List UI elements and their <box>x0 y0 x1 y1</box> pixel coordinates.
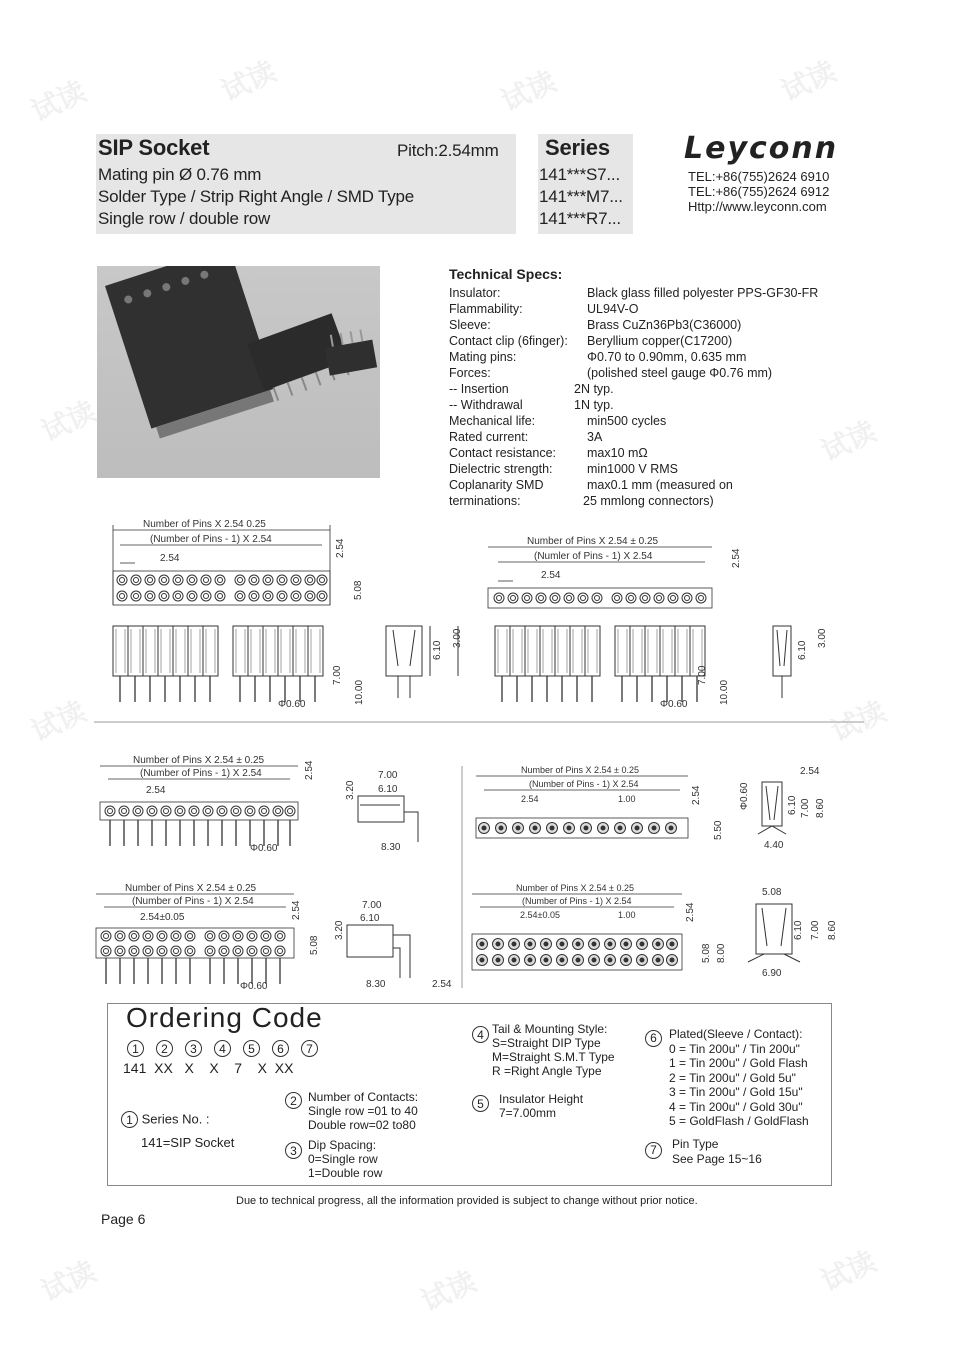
insulator-block <box>472 1092 583 1120</box>
step-3-badge: 3 <box>185 1040 202 1057</box>
spec-key: Sleeve: <box>449 318 491 332</box>
brand-logo-text: Leyconn <box>684 131 839 166</box>
plated-3: 3 = Tin 200u" / Gold 15u" <box>669 1085 803 1099</box>
spec-value: Black glass filled polyester PPS-GF30-FR <box>587 286 819 300</box>
plated-4: 4 = Tin 200u" / Gold 30u" <box>669 1099 803 1114</box>
dim-dia-v: Φ0.60 <box>739 782 750 810</box>
spec-value: 3A <box>587 430 603 444</box>
watermark: 试读 <box>36 394 101 449</box>
contacts-title: Number of Contacts: <box>308 1090 419 1104</box>
dim-1000: 10.00 <box>354 679 365 705</box>
spec-value: 2N typ. <box>574 382 614 396</box>
dim-830: 8.30 <box>381 842 401 853</box>
dip-single: 0=Single row <box>308 1152 378 1166</box>
dim-pitch: 2.54±0.05 <box>520 910 560 920</box>
step-7-badge: 7 <box>301 1040 318 1057</box>
series-s7: 141***S7... <box>539 165 620 184</box>
ordering-title: Ordering Code <box>126 1002 323 1033</box>
tail-s: S=Straight DIP Type <box>492 1036 601 1050</box>
dim-800: 8.00 <box>716 943 727 963</box>
dim-300: 3.00 <box>452 628 463 648</box>
spec-value: max0.1 mm (measured on <box>587 478 733 492</box>
dim-np: Number of Pins X 2.54 ± 0.25 <box>521 765 640 775</box>
drawing-single-row-right-angle <box>100 755 418 854</box>
spec-key: Dielectric strength: <box>449 462 553 476</box>
dim-700: 7.00 <box>810 920 821 940</box>
dim-np: Number of Pins X 2.54 ± 0.25 <box>516 883 635 893</box>
specs-title: Technical Specs: <box>449 266 563 282</box>
dim-610: 6.10 <box>793 920 804 940</box>
plated-2: 2 = Tin 200u" / Gold 5u" <box>669 1070 796 1085</box>
spec-key: Insulator: <box>449 286 501 300</box>
plated-block <box>645 1027 809 1129</box>
dim-nm1: (Number of Pins - 1) X 2.54 <box>522 896 632 906</box>
dim-610: 6.10 <box>787 795 798 815</box>
watermark: 试读 <box>216 54 281 109</box>
spec-key: -- Withdrawal <box>449 398 523 412</box>
dim-254-v: 2.54 <box>304 760 315 780</box>
spec-value: max10 mΩ <box>587 446 648 460</box>
step-4-badge: 4 <box>214 1040 231 1057</box>
dim-1000: 10.00 <box>719 679 730 705</box>
dim-nm1: (Numler of Pins - 1) X 2.54 <box>534 551 653 562</box>
pin-grid-top <box>117 575 327 601</box>
dim-nm1: (Number of Pins - 1) X 2.54 <box>529 779 639 789</box>
watermark: 试读 <box>416 1264 481 1319</box>
dim-pitch: 2.54 <box>541 570 561 581</box>
product-title: SIP Socket <box>98 135 210 160</box>
dim-830: 8.30 <box>366 979 386 990</box>
right-angle-profile <box>347 925 410 978</box>
dim-dia: Φ0.60 <box>278 699 306 710</box>
dip-double: 1=Double row <box>308 1166 383 1180</box>
dim-254-h: 2.54 <box>800 766 820 777</box>
dim-700: 7.00 <box>800 798 811 818</box>
dim-254-h: 2.54 <box>432 979 452 990</box>
step-1-badge: 1 <box>121 1111 138 1128</box>
dim-700: 7.00 <box>378 770 398 781</box>
spec-key: Flammability: <box>449 302 523 316</box>
watermark: 试读 <box>816 414 881 469</box>
spec-value: 25 mmlong connectors) <box>583 494 714 508</box>
series-m7: 141***M7... <box>539 187 623 206</box>
dim-508: 5.08 <box>701 943 712 963</box>
dim-860: 8.60 <box>815 798 826 818</box>
dim-dia: Φ0.60 <box>250 843 278 854</box>
spec-value: Brass CuZn36Pb3(C36000) <box>587 318 742 332</box>
footer-note: Due to technical progress, all the information provided is subject to change without prior notice. <box>236 1195 698 1207</box>
plated-5: 5 = GoldFlash / GoldFlash <box>669 1114 809 1128</box>
dim-254-v: 2.54 <box>691 785 702 805</box>
dim-610: 6.10 <box>797 640 808 660</box>
dim-254-v: 2.54 <box>291 900 302 920</box>
contact-tel-2: TEL:+86(755)2624 6912 <box>688 184 830 199</box>
header-line-mating: Mating pin Ø 0.76 mm <box>98 165 262 184</box>
spec-key: Forces: <box>449 366 491 380</box>
header-line-solder: Solder Type / Strip Right Angle / SMD Type <box>98 187 415 206</box>
spec-value: 1N typ. <box>574 398 614 412</box>
dim-np: Number of Pins X 2.54 0.25 <box>143 519 266 530</box>
dim-610: 6.10 <box>360 913 380 924</box>
drawing-single-row-smt <box>476 765 826 851</box>
step-6-badge: 6 <box>272 1040 289 1057</box>
dim-690: 6.90 <box>762 968 782 979</box>
tail-r: R =Right Angle Type <box>492 1064 602 1078</box>
tail-m: M=Straight S.M.T Type <box>492 1050 615 1064</box>
dim-610: 6.10 <box>432 640 443 660</box>
watermark: 试读 <box>496 64 561 119</box>
contacts-single: Single row =01 to 40 <box>308 1104 418 1118</box>
spec-key: Rated current: <box>449 430 529 444</box>
contacts-double: Double row=02 to80 <box>308 1118 416 1132</box>
pin-row <box>479 823 677 834</box>
drawing-double-row-right-angle <box>96 883 452 992</box>
side-view-2 <box>495 626 705 702</box>
step-2-badge: 2 <box>285 1092 302 1109</box>
spec-value: min1000 V RMS <box>587 462 679 476</box>
dim-320: 3.20 <box>345 780 356 800</box>
smt-profile <box>758 782 786 834</box>
spec-value: (polished steel gauge Φ0.76 mm) <box>587 366 773 380</box>
step-1-badge: 1 <box>127 1040 144 1057</box>
page-number: Page 6 <box>101 1211 146 1227</box>
step-6-badge: 6 <box>645 1030 662 1047</box>
pin-row <box>105 806 295 846</box>
pin-type-value: See Page 15~16 <box>672 1151 762 1166</box>
dim-860: 8.60 <box>827 920 838 940</box>
watermark: 试读 <box>26 74 91 129</box>
right-angle-profile <box>358 796 418 842</box>
header-line-rows: Single row / double row <box>98 209 271 228</box>
contacts-block <box>285 1090 418 1132</box>
contact-url: Http://www.leyconn.com <box>688 199 827 214</box>
step-2-badge: 2 <box>156 1040 173 1057</box>
dip-title: Dip Spacing: <box>308 1138 377 1152</box>
dim-pitch: 2.54 <box>160 553 180 564</box>
dim-700: 7.00 <box>332 665 343 685</box>
dim-pitch: 2.54±0.05 <box>140 912 185 923</box>
dim-440: 4.40 <box>764 840 784 851</box>
pin-type-title: Pin Type <box>672 1137 719 1151</box>
insulator-title: Insulator Height <box>499 1092 584 1106</box>
dip-block <box>285 1138 382 1180</box>
dim-nm1: (Number of Pins - 1) X 2.54 <box>132 896 254 907</box>
watermark: 试读 <box>816 1244 881 1299</box>
step-5-badge: 5 <box>472 1095 489 1112</box>
ordering-code-string: 141 XX X X 7 X XX <box>123 1060 294 1076</box>
dim-508: 5.08 <box>353 580 364 600</box>
plated-0: 0 = Tin 200u" / Tin 200u" <box>669 1041 800 1056</box>
drawing-double-row-smt <box>472 883 838 979</box>
step-4-badge: 4 <box>472 1026 489 1043</box>
insulator-value: 7=7.00mm <box>499 1106 557 1120</box>
dim-dia: Φ0.60 <box>240 981 268 992</box>
dim-np: Number of Pins X 2.54 ± 0.25 <box>133 755 265 766</box>
dim-700: 7.00 <box>697 665 708 685</box>
spec-key: Mating pins: <box>449 350 517 364</box>
spec-key: -- Insertion <box>449 382 509 396</box>
spec-value: UL94V-O <box>587 302 639 316</box>
contact-tel-1: TEL:+86(755)2624 6910 <box>688 169 830 184</box>
step-5-badge: 5 <box>243 1040 260 1057</box>
plated-1: 1 = Tin 200u" / Gold Flash <box>669 1056 808 1070</box>
drawing-single-row-dip <box>488 536 828 710</box>
step-3-badge: 3 <box>285 1142 302 1159</box>
cross-section-1 <box>386 626 458 698</box>
dim-np: Number of Pins X 2.54 ± 0.25 <box>125 883 257 894</box>
tail-block <box>472 1022 615 1078</box>
pitch-label: Pitch:2.54mm <box>397 141 499 160</box>
spec-value: Φ0.70 to 0.90mm, 0.635 mm <box>587 350 747 364</box>
watermark: 试读 <box>776 54 841 109</box>
spec-value: min500 cycles <box>587 414 667 428</box>
watermark: 试读 <box>36 1254 101 1309</box>
dim-dia: Φ0.60 <box>660 699 688 710</box>
side-view-1 <box>113 626 323 702</box>
watermark: 试读 <box>26 694 91 749</box>
dim-254-v: 2.54 <box>731 548 742 568</box>
pin-type-block <box>645 1137 762 1166</box>
series-no-block <box>121 1111 210 1128</box>
series-no-value: 141=SIP Socket <box>141 1135 235 1150</box>
cross-section-2 <box>773 626 791 698</box>
dim-np: Number of Pins X 2.54 ± 0.25 <box>527 536 659 547</box>
dim-610: 6.10 <box>378 784 398 795</box>
dim-pitch: 2.54 <box>146 785 166 796</box>
spec-key: Coplanarity SMD <box>449 478 544 492</box>
dim-pitch: 2.54 <box>521 794 539 804</box>
spec-key: Contact clip (6finger): <box>449 334 568 348</box>
spec-value: Beryllium copper(C17200) <box>587 334 733 348</box>
dim-nm1: (Number of Pins - 1) X 2.54 <box>140 768 262 779</box>
series-r7: 141***R7... <box>539 209 621 228</box>
dim-508: 5.08 <box>309 935 320 955</box>
series-no-label: Series No. : <box>141 1111 210 1127</box>
spec-key: terminations: <box>449 494 521 508</box>
dim-320: 3.20 <box>334 920 345 940</box>
plated-title: Plated(Sleeve / Contact): <box>669 1027 803 1041</box>
spec-key: Mechanical life: <box>449 414 536 428</box>
dim-300: 3.00 <box>817 628 828 648</box>
dim-100: 1.00 <box>618 794 636 804</box>
dim-100: 1.00 <box>618 910 636 920</box>
dim-700: 7.00 <box>362 900 382 911</box>
ordering-number-row <box>127 1040 318 1057</box>
series-title: Series <box>545 135 610 160</box>
dim-nm1: (Number of Pins - 1) X 2.54 <box>150 534 272 545</box>
pin-grid <box>477 939 678 966</box>
spec-key: Contact resistance: <box>449 446 556 460</box>
watermark: 试读 <box>826 694 891 749</box>
pin-grid <box>101 931 285 984</box>
drawing-double-row-dip <box>113 519 463 710</box>
dim-254-v: 2.54 <box>685 902 696 922</box>
dim-508-h: 5.08 <box>762 887 782 898</box>
tail-title: Tail & Mounting Style: <box>492 1022 608 1036</box>
dim-254-v: 2.54 <box>335 538 346 558</box>
pin-row <box>494 593 706 603</box>
dim-550: 5.50 <box>713 820 724 840</box>
step-7-badge: 7 <box>645 1142 662 1159</box>
